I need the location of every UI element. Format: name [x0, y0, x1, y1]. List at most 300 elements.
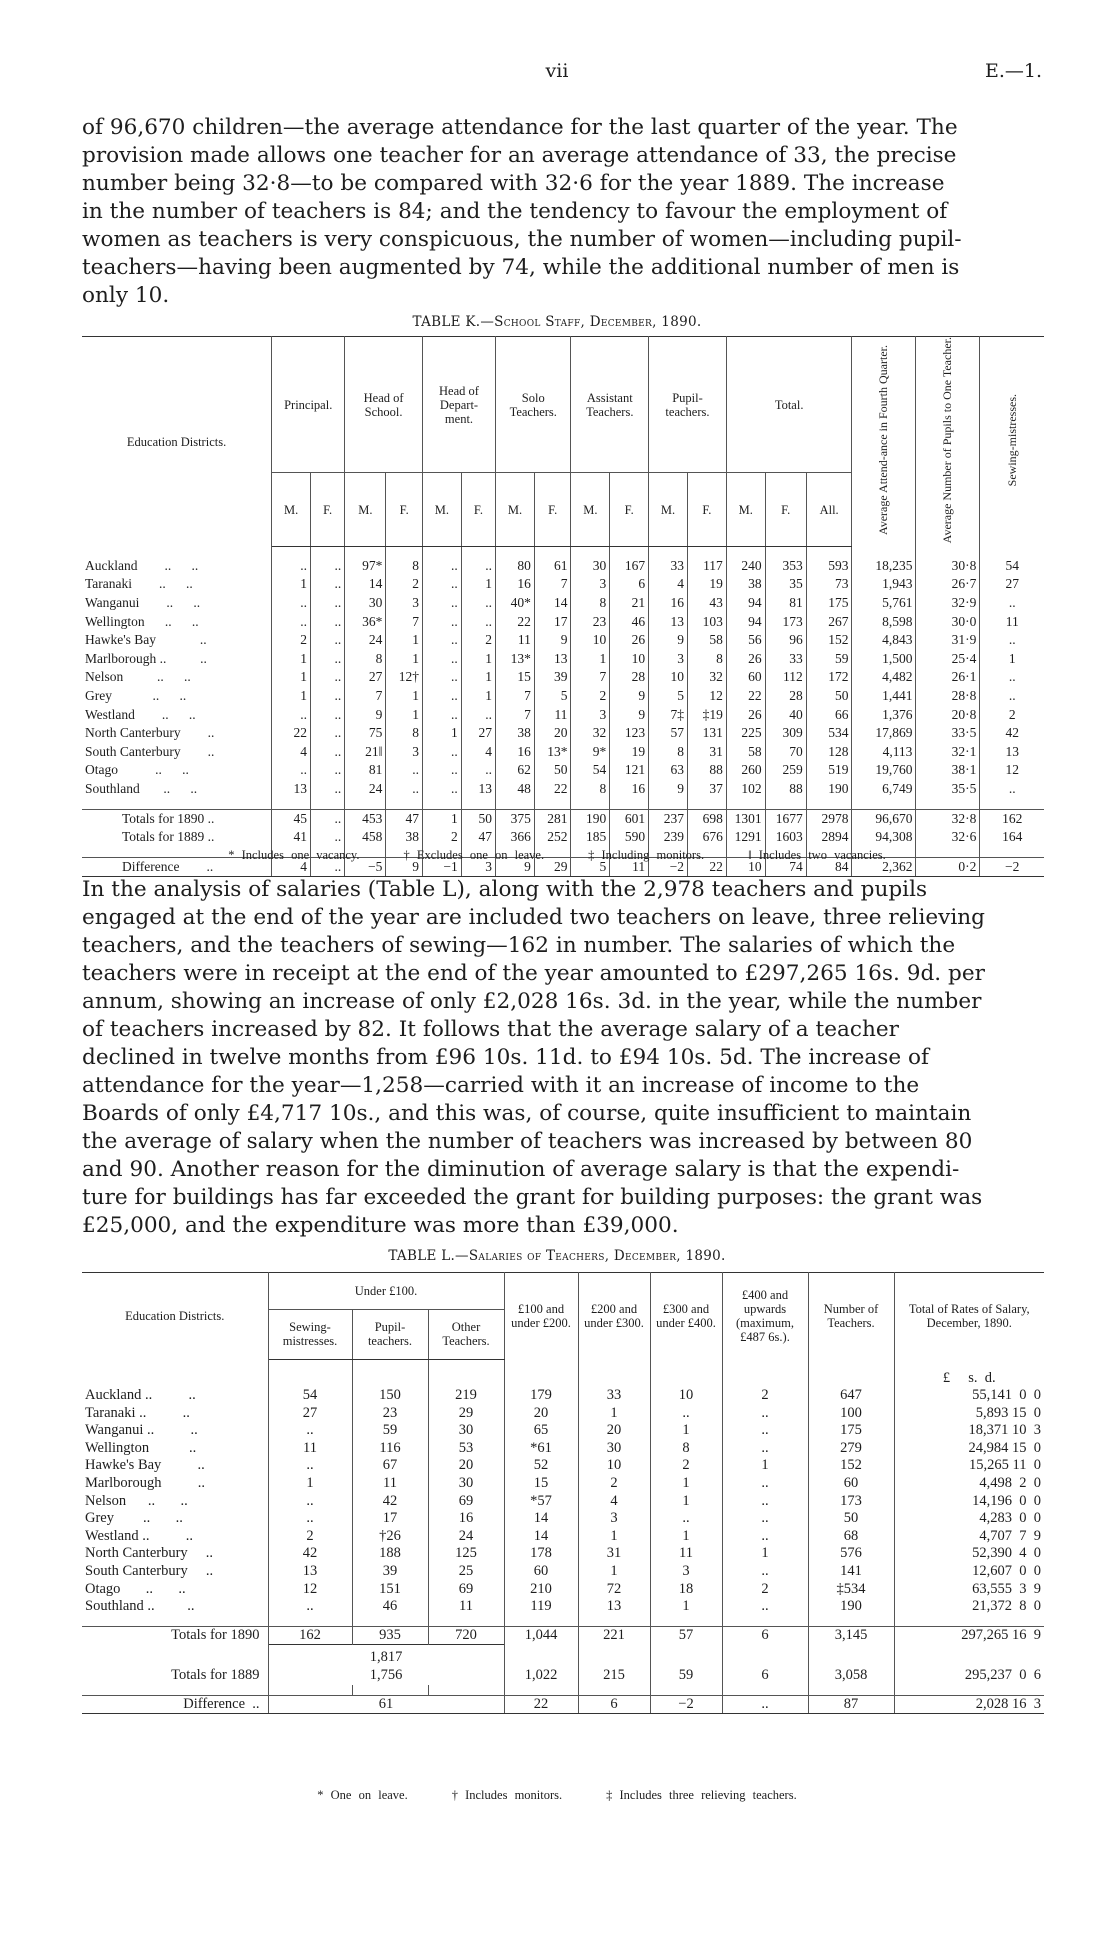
table-cell: 33 — [578, 1387, 650, 1405]
table-cell: 9 — [386, 857, 423, 877]
table-cell: 58 — [726, 743, 765, 762]
spacer-cell — [649, 546, 688, 557]
table-cell: 11 — [650, 1545, 722, 1563]
district-name: Hawke's Bay .. — [82, 631, 272, 650]
table-cell: 8 — [649, 743, 688, 762]
table-cell: 3 — [386, 594, 423, 613]
table-cell: 1 — [422, 724, 461, 743]
table-cell: 19 — [687, 575, 726, 594]
table-cell: 33 — [649, 557, 688, 576]
table-cell: 33·5 — [916, 724, 980, 743]
table-cell: 173 — [765, 613, 806, 632]
spacer-cell — [345, 546, 386, 557]
column-header: £300 and under £400. — [650, 1273, 722, 1360]
spacer-cell — [268, 1359, 352, 1370]
table-cell: 50 — [461, 809, 495, 828]
table-cell: 1 — [578, 1405, 650, 1423]
paragraph-line: annum, showing an increase of only £2,028 16s. 3d. in the year, while the number — [82, 989, 982, 1014]
table-row — [82, 1510, 1044, 1528]
column-header-male: M. — [571, 473, 610, 546]
table-cell: 2 — [722, 1581, 808, 1599]
table-cell: 8 — [386, 724, 423, 743]
paragraph-2 — [82, 876, 1044, 1240]
table-cell: 10 — [578, 1457, 650, 1475]
table-cell: 65 — [504, 1422, 578, 1440]
table-cell: 121 — [610, 761, 649, 780]
units-label: £ s. d. — [942, 1369, 996, 1386]
table-cell: 2 — [578, 1475, 650, 1493]
table-cell: 60 — [808, 1475, 894, 1493]
table-row — [82, 1405, 1044, 1423]
table-row — [82, 1581, 1044, 1599]
district-name: Wellington .. — [82, 1440, 268, 1458]
table-row — [82, 1598, 1044, 1616]
paragraph-line: In the analysis of salaries (Table L), along with the 2,978 teachers and pupils — [82, 877, 928, 902]
table-cell: 2,362 — [852, 857, 916, 877]
table-cell: 31 — [578, 1545, 650, 1563]
column-group-header: Head of School. — [345, 337, 423, 473]
table-cell: 33 — [765, 650, 806, 669]
totals-row-1889 — [82, 828, 1044, 847]
table-cell: 63,555 3 9 — [972, 1580, 1041, 1597]
spacer-cell — [504, 1616, 578, 1627]
table-cell: 12† — [386, 668, 423, 687]
table-cell: 17,869 — [852, 724, 916, 743]
table-cell: .. — [722, 1563, 808, 1581]
table-cell: .. — [422, 706, 461, 725]
table-row — [82, 1475, 1044, 1493]
paragraph-line: attendance for the year—1,258—carried with it an increase of income to the — [82, 1073, 920, 1098]
spacer-cell — [894, 1616, 1044, 1627]
table-cell: 4 — [272, 743, 311, 762]
table-cell: −2 — [980, 857, 1044, 877]
spacer-cell — [578, 1685, 650, 1696]
table-cell: 9 — [610, 687, 649, 706]
spacer-cell — [428, 1685, 504, 1696]
table-cell: 1 — [722, 1545, 808, 1563]
spacer-cell — [765, 546, 806, 557]
table-cell: 7 — [534, 575, 571, 594]
table-cell: 2 — [386, 575, 423, 594]
district-name: Auckland .. .. — [82, 1387, 268, 1405]
table-cell: 22 — [272, 724, 311, 743]
table-cell: 1 — [272, 668, 311, 687]
table-cell: 1301 — [726, 809, 765, 828]
table-cell: 100 — [808, 1405, 894, 1423]
table-cell: 61 — [534, 557, 571, 576]
table-cell: .. — [422, 687, 461, 706]
spacer-cell — [534, 799, 571, 810]
table-cell: 11 — [428, 1598, 504, 1616]
table-cell: 1,022 — [504, 1667, 578, 1685]
table-cell: 1 — [650, 1493, 722, 1511]
spacer-cell — [504, 1685, 578, 1696]
table-cell: 1,943 — [852, 575, 916, 594]
table-cell: 1 — [272, 575, 311, 594]
column-header: £400 and upwards (maximum, £487 6s.). — [722, 1273, 808, 1360]
table-cell: .. — [268, 1457, 352, 1475]
table-cell: ‡19 — [687, 706, 726, 725]
table-cell: 19 — [610, 743, 649, 762]
table-cell: 46 — [610, 613, 649, 632]
table-cell: 590 — [610, 828, 649, 847]
table-cell: 28 — [610, 668, 649, 687]
table-cell: .. — [722, 1422, 808, 1440]
table-cell: 29 — [428, 1405, 504, 1423]
table-cell: 17 — [534, 613, 571, 632]
table-cell: .. — [422, 743, 461, 762]
table-cell: 4,707 7 9 — [979, 1527, 1041, 1544]
table-cell: 67 — [352, 1457, 428, 1475]
column-group-header: Solo Teachers. — [496, 337, 571, 473]
table-cell: 26·7 — [916, 575, 980, 594]
table-cell: 69 — [428, 1581, 504, 1599]
table-cell: 676 — [687, 828, 726, 847]
table-cell: 1 — [422, 809, 461, 828]
table-cell: 190 — [806, 780, 852, 799]
table-cell: 27 — [345, 668, 386, 687]
spacer-row — [82, 1616, 1044, 1627]
spacer-cell — [428, 1616, 504, 1627]
table-cell: 225 — [726, 724, 765, 743]
table-cell: 935 — [352, 1626, 428, 1645]
table-cell: 11 — [534, 706, 571, 725]
spacer-cell — [461, 546, 495, 557]
table-cell: 84 — [806, 857, 852, 877]
table-cell: .. — [311, 828, 345, 847]
table-cell: 50 — [808, 1510, 894, 1528]
paragraph-line: only 10. — [82, 283, 170, 308]
table-cell: 190 — [571, 809, 610, 828]
table-cell: 58 — [687, 631, 726, 650]
table-cell: .. — [422, 668, 461, 687]
table-cell: .. — [461, 613, 495, 632]
table-cell: 28 — [765, 687, 806, 706]
table-cell: 12,607 0 0 — [972, 1563, 1041, 1580]
table-cell: 210 — [504, 1581, 578, 1599]
table-cell: 13 — [461, 780, 495, 799]
table-l-footnotes — [0, 1788, 1114, 1803]
table-cell: 103 — [687, 613, 726, 632]
table-cell: 215 — [578, 1667, 650, 1685]
table-cell: 68 — [808, 1528, 894, 1546]
empty-cell — [82, 1370, 268, 1388]
table-cell: 5 — [534, 687, 571, 706]
spacer-cell — [386, 799, 423, 810]
table-cell: 9* — [571, 743, 610, 762]
table-cell: 1,376 — [852, 706, 916, 725]
spacer-row — [82, 1685, 1044, 1696]
table-cell: .. — [422, 780, 461, 799]
district-name: Totals for 1890 — [82, 1626, 268, 1645]
table-cell: 54 — [268, 1387, 352, 1405]
column-header: Number of Teachers. — [808, 1273, 894, 1360]
table-cell: .. — [268, 1510, 352, 1528]
spacer-cell — [980, 546, 1044, 557]
district-name: Otago .. .. — [82, 761, 272, 780]
table-cell: 25 — [428, 1563, 504, 1581]
district-name: Marlborough .. — [82, 1475, 268, 1493]
district-name: Difference .. — [82, 857, 272, 877]
table-cell: 3 — [571, 575, 610, 594]
table-cell: 219 — [428, 1387, 504, 1405]
table-cell: 55,141 0 0 — [972, 1387, 1041, 1404]
table-cell: 39 — [534, 668, 571, 687]
totals-row-1890 — [82, 1626, 1044, 1645]
table-cell: −2 — [650, 1695, 722, 1714]
table-cell: 7‡ — [649, 706, 688, 725]
table-cell: 22 — [726, 687, 765, 706]
table-cell: 576 — [808, 1545, 894, 1563]
table-cell: 1,500 — [852, 650, 916, 669]
column-header: £100 and under £200. — [504, 1273, 578, 1360]
table-cell: 10 — [650, 1387, 722, 1405]
table-cell: 4,113 — [852, 743, 916, 762]
table-cell: 74 — [765, 857, 806, 877]
table-cell: 62 — [496, 761, 535, 780]
empty-cell — [650, 1645, 722, 1667]
table-cell: .. — [311, 809, 345, 828]
table-cell: 53 — [428, 1440, 504, 1458]
table-cell: *57 — [504, 1493, 578, 1511]
table-cell: 102 — [726, 780, 765, 799]
table-cell: 22 — [496, 613, 535, 632]
table-cell: 353 — [765, 557, 806, 576]
column-header-districts: Education Districts. — [82, 1273, 268, 1360]
table-cell: 42 — [1005, 725, 1019, 741]
table-cell: 4 — [578, 1493, 650, 1511]
district-name: Southland .. .. — [82, 1598, 268, 1616]
table-cell: 42 — [268, 1545, 352, 1563]
table-cell: 10 — [571, 631, 610, 650]
table-cell: 94,308 — [852, 828, 916, 847]
column-header-districts: Education Districts. — [82, 337, 272, 547]
table-cell: 6 — [722, 1626, 808, 1645]
table-cell: 22 — [504, 1695, 578, 1714]
table-cell: 39 — [352, 1563, 428, 1581]
column-header-female: F. — [311, 473, 345, 546]
column-header-female: F. — [687, 473, 726, 546]
table-cell: 29 — [534, 857, 571, 877]
table-cell: 10 — [649, 668, 688, 687]
bracket-total-1890: 1,817 — [268, 1645, 504, 1667]
empty-cell — [352, 1370, 428, 1388]
table-cell: †26 — [352, 1528, 428, 1546]
table-cell: 81 — [765, 594, 806, 613]
table-cell: 366 — [496, 828, 535, 847]
table-cell: 47 — [461, 828, 495, 847]
table-row — [82, 1545, 1044, 1563]
table-cell: .. — [722, 1598, 808, 1616]
spacer-cell — [352, 1616, 428, 1627]
table-cell: 32 — [687, 668, 726, 687]
table-cell: .. — [311, 687, 345, 706]
column-group-header: Principal. — [272, 337, 345, 473]
table-cell: 11 — [496, 631, 535, 650]
table-cell: 13 — [272, 780, 311, 799]
table-cell: 1 — [386, 631, 423, 650]
table-cell: 188 — [352, 1545, 428, 1563]
table-cell: 5,761 — [852, 594, 916, 613]
empty-cell — [722, 1645, 808, 1667]
table-cell: .. — [272, 557, 311, 576]
table-row — [82, 631, 1044, 650]
table-cell: 2 — [272, 631, 311, 650]
column-group-header: Total. — [726, 337, 852, 473]
spacer-cell — [82, 1685, 268, 1696]
district-name: Westland .. .. — [82, 1528, 268, 1546]
spacer-cell — [422, 546, 461, 557]
table-cell: .. — [461, 761, 495, 780]
table-cell: 5 — [571, 857, 610, 877]
table-cell: 2 — [571, 687, 610, 706]
spacer-cell — [852, 546, 916, 557]
table-cell: 15,265 11 0 — [969, 1457, 1041, 1474]
table-cell: 2978 — [806, 809, 852, 828]
table-cell: .. — [422, 631, 461, 650]
table-cell: 3 — [650, 1563, 722, 1581]
table-cell: .. — [311, 724, 345, 743]
table-cell: 601 — [610, 809, 649, 828]
table-cell: 178 — [504, 1545, 578, 1563]
paragraph-line: the average of salary when the number of teachers was increased by between 80 — [82, 1129, 973, 1154]
table-cell: 1 — [461, 687, 495, 706]
table-cell: 12 — [687, 687, 726, 706]
table-cell: 179 — [504, 1387, 578, 1405]
table-cell: 47 — [386, 809, 423, 828]
table-cell: 1 — [461, 650, 495, 669]
paragraph-line: of teachers increased by 82. It follows that the average salary of a teacher — [82, 1017, 899, 1042]
table-cell: 28·8 — [916, 687, 980, 706]
table-cell: 375 — [496, 809, 535, 828]
table-cell: 30 — [571, 557, 610, 576]
footnote: † Includes monitors. — [451, 1788, 563, 1802]
table-cell: 116 — [352, 1440, 428, 1458]
table-cell: 0·2 — [916, 857, 980, 877]
table-cell: 8 — [386, 557, 423, 576]
column-group-header: Head of Depart-ment. — [422, 337, 495, 473]
spacer-cell — [272, 799, 311, 810]
table-cell: 6 — [610, 575, 649, 594]
spacer-cell — [82, 546, 272, 557]
table-cell: .. — [386, 761, 423, 780]
table-cell: 1 — [386, 706, 423, 725]
spacer-cell — [311, 799, 345, 810]
table-cell: 26 — [726, 650, 765, 669]
table-cell: 281 — [534, 809, 571, 828]
column-subheader: Other Teachers. — [428, 1310, 504, 1359]
table-cell: 15 — [496, 668, 535, 687]
district-name: Nelson .. .. — [82, 1493, 268, 1511]
table-cell: 8 — [345, 650, 386, 669]
table-cell: 1 — [386, 650, 423, 669]
table-cell: 48 — [496, 780, 535, 799]
spacer-cell — [765, 799, 806, 810]
table-row — [82, 1493, 1044, 1511]
table-cell: 15 — [504, 1475, 578, 1493]
paragraph-line: teachers were in receipt at the end of the year amounted to £297,265 16s. 9d. per — [82, 961, 985, 986]
table-cell: 13* — [496, 650, 535, 669]
spacer-cell — [571, 546, 610, 557]
table-cell: 7 — [496, 706, 535, 725]
table-cell: 6 — [578, 1695, 650, 1714]
column-header-male: M. — [496, 473, 535, 546]
district-name: Totals for 1889 .. — [82, 828, 272, 847]
table-cell: .. — [311, 631, 345, 650]
table-cell: 1 — [272, 650, 311, 669]
table-cell: 60 — [726, 668, 765, 687]
table-cell: 94 — [726, 594, 765, 613]
table-cell: 52,390 4 0 — [972, 1545, 1041, 1562]
spacer-cell — [894, 1359, 1044, 1370]
table-cell: 12 — [268, 1581, 352, 1599]
table-row — [82, 724, 1044, 743]
column-header-all: All. — [806, 473, 852, 546]
table-cell: 69 — [428, 1493, 504, 1511]
table-cell: 38·1 — [916, 761, 980, 780]
table-cell: 59 — [352, 1422, 428, 1440]
vertical-column-header — [916, 337, 980, 547]
paragraph-line: in the number of teachers is 84; and the tendency to favour the employment of — [82, 199, 948, 224]
table-cell: 309 — [765, 724, 806, 743]
table-cell: 94 — [726, 613, 765, 632]
table-cell: 38 — [386, 828, 423, 847]
empty-cell — [578, 1370, 650, 1388]
table-cell: 6 — [722, 1667, 808, 1685]
spacer-cell — [268, 1616, 352, 1627]
table-cell: 41 — [272, 828, 311, 847]
district-name: Totals for 1890 .. — [82, 809, 272, 828]
table-cell: 22 — [534, 780, 571, 799]
table-row — [82, 594, 1044, 613]
spacer-cell — [806, 546, 852, 557]
table-cell: 10 — [610, 650, 649, 669]
page-number: vii — [545, 60, 569, 82]
table-cell: 2 — [1008, 706, 1016, 722]
table-cell: 8 — [571, 594, 610, 613]
table-cell: 96 — [765, 631, 806, 650]
district-name: Westland .. .. — [82, 706, 272, 725]
table-cell: .. — [650, 1405, 722, 1423]
table-k-footnotes — [0, 848, 1114, 863]
table-cell: 1 — [386, 687, 423, 706]
table-cell: 52 — [504, 1457, 578, 1475]
table-cell: 30 — [428, 1422, 504, 1440]
table-cell: 32·6 — [916, 828, 980, 847]
table-cell: 7 — [345, 687, 386, 706]
spacer-cell — [428, 1359, 504, 1370]
empty-cell — [808, 1645, 894, 1667]
table-cell: .. — [1008, 595, 1016, 611]
table-cell: 27 — [461, 724, 495, 743]
table-cell: .. — [1008, 780, 1016, 796]
table-cell: 453 — [345, 809, 386, 828]
vertical-column-header — [852, 337, 916, 547]
vertical-header-text: Sewing-mistresses. — [1004, 394, 1019, 487]
table-cell: 4,498 2 0 — [979, 1475, 1041, 1492]
table-k-caption-prefix: TABLE K.— — [412, 314, 495, 330]
column-subheader: Sewing-mistresses. — [268, 1310, 352, 1359]
table-cell: .. — [461, 557, 495, 576]
table-cell: 162 — [268, 1626, 352, 1645]
table-cell: .. — [311, 761, 345, 780]
table-cell: 11 — [352, 1475, 428, 1493]
table-cell: .. — [461, 594, 495, 613]
table-cell: 2 — [422, 828, 461, 847]
table-cell: .. — [311, 613, 345, 632]
table-cell: 9 — [496, 857, 535, 877]
table-cell: .. — [422, 761, 461, 780]
